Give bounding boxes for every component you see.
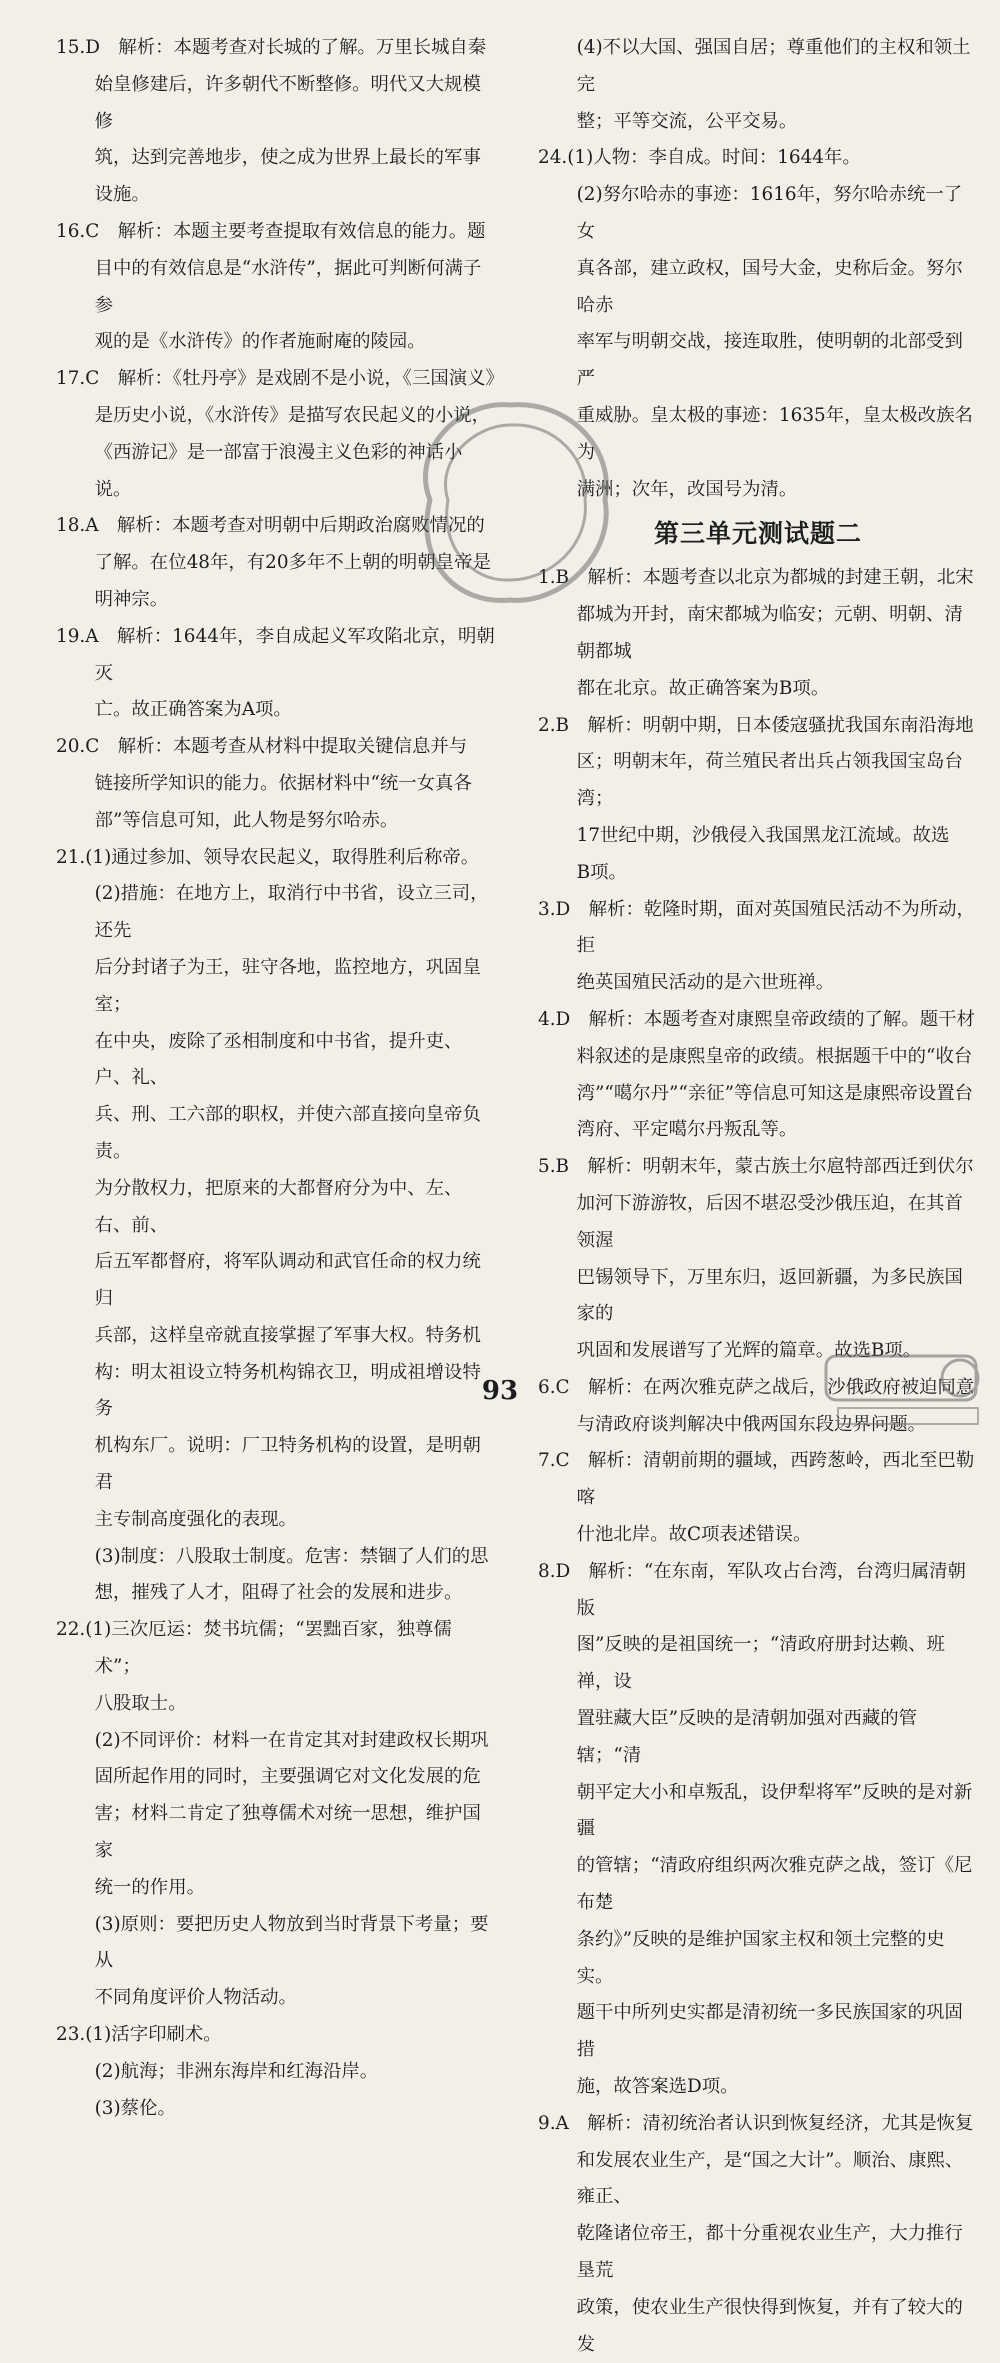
answer-line: 后分封诸子为王，驻守各地，监控地方，巩固皇室； bbox=[94, 956, 481, 1015]
answer-line: 巴锡领导下，万里东归，返回新疆，为多民族国家的 bbox=[576, 1266, 963, 1325]
answer-line: (2)努尔哈赤的事迹：1616年，努尔哈赤统一了女 bbox=[576, 184, 963, 242]
answer-line: 为分散权力，把原来的大都督府分为中、左、右、前、 bbox=[94, 1177, 463, 1236]
answer-line: 政策，使农业生产很快得到恢复，并有了较大的发 bbox=[576, 2296, 963, 2355]
answer-line: 17世纪中期，沙俄侵入我国黑龙江流域。故选 bbox=[576, 824, 950, 846]
right-bottom-entries bbox=[538, 560, 978, 2363]
answer-line: 主专制高度强化的表现。 bbox=[94, 1508, 297, 1530]
answer-line: 《西游记》是一部富于浪漫主义色彩的神话小说。 bbox=[94, 441, 463, 500]
answer-line: (2)航海；非洲东海岸和红海沿岸。 bbox=[94, 2060, 379, 2082]
answer-line: 17.C 解析：《牡丹亭》是戏剧不是小说，《三国演义》 bbox=[56, 368, 504, 390]
answer-line: 部”等信息可知，此人物是努尔哈赤。 bbox=[94, 809, 399, 831]
page-number: 93 bbox=[481, 1376, 519, 1406]
answer-entry bbox=[56, 1539, 496, 1613]
answer-line: 明神宗。 bbox=[94, 588, 169, 610]
answer-line: 3.D 解析：乾隆时期，面对英国殖民活动不为所动，拒 bbox=[538, 898, 975, 957]
answer-line: 4.D 解析：本题考查对康熙皇帝政绩的了解。题干材 bbox=[538, 1008, 975, 1030]
answer-line: 加河下游游牧，后因不堪忍受沙俄压迫，在其首领渥 bbox=[576, 1192, 963, 1251]
answer-line: 后五军都督府，将军队调动和武官任命的权力统归 bbox=[94, 1251, 481, 1310]
answer-line: 是历史小说，《水浒传》是描写农民起义的小说， bbox=[94, 404, 491, 426]
answer-line: 6.C 解析：在两次雅克萨之战后，沙俄政府被迫同意 bbox=[538, 1376, 975, 1398]
answer-line: 链接所学知识的能力。依据材料中“统一女真各 bbox=[94, 772, 472, 794]
answer-line: 兵、刑、工六部的职权，并使六部直接向皇帝负责。 bbox=[94, 1104, 481, 1162]
answer-line: 20.C 解析：本题考查从材料中提取关键信息并与 bbox=[56, 736, 468, 758]
right-column bbox=[538, 30, 978, 2363]
answer-line: 都在北京。故正确答案为B项。 bbox=[576, 677, 830, 699]
answer-line: 22.(1)三次厄运：焚书坑儒；“罢黜百家，独尊儒术”； bbox=[56, 1619, 452, 1678]
answer-line: 满洲；次年，改国号为清。 bbox=[576, 478, 798, 500]
answer-line: 施，故答案选D项。 bbox=[576, 2076, 739, 2098]
answer-entry bbox=[538, 1443, 978, 1553]
answer-line: 固所起作用的同时，主要强调它对文化发展的危 bbox=[94, 1766, 481, 1788]
answer-line: 兵部，这样皇帝就直接掌握了军事大权。特务机 bbox=[94, 1324, 481, 1346]
answer-entry bbox=[56, 2017, 496, 2054]
answer-line: 不同角度评价人物活动。 bbox=[94, 1987, 297, 2009]
answer-line: 19.A 解析：1644年，李自成起义军攻陷北京，明朝灭 bbox=[56, 625, 495, 684]
answer-line: 都城为开封，南宋都城为临安；元朝、明朝、清朝都城 bbox=[576, 604, 963, 662]
answer-line: 观的是《水浒传》的作者施耐庵的陵园。 bbox=[94, 331, 426, 353]
answer-line: 整；平等交流，公平交易。 bbox=[576, 110, 798, 132]
answer-entry bbox=[56, 2054, 496, 2091]
answer-entry bbox=[56, 840, 496, 877]
answer-line: 和发展农业生产，是“国之大计”。顺治、康熙、雍正、 bbox=[576, 2149, 964, 2208]
answer-line: 15.D 解析：本题考查对长城的了解。万里长城自秦 bbox=[56, 37, 487, 58]
answer-entry bbox=[538, 140, 978, 177]
answer-line: 湾府、平定噶尔丹叛乱等。 bbox=[576, 1119, 798, 1141]
answer-line: 条约》”反映的是维护国家主权和领土完整的史实。 bbox=[576, 1928, 945, 1987]
answer-entry bbox=[538, 2106, 978, 2363]
answer-line: (2)不同评价：材料一在肯定其对封建政权长期巩 bbox=[94, 1729, 489, 1751]
answer-line: 23.(1)活字印刷术。 bbox=[56, 2024, 222, 2046]
answer-line: 目中的有效信息是“水浒传”，据此可判断何满子参 bbox=[94, 257, 482, 316]
answer-entry bbox=[56, 508, 496, 618]
answer-entry bbox=[56, 1907, 496, 2017]
answer-entry bbox=[538, 892, 978, 1002]
answer-entry bbox=[56, 1723, 496, 1907]
answer-line: (2)措施：在地方上，取消行中书省，设立三司，还先 bbox=[94, 883, 489, 942]
answer-entry bbox=[538, 708, 978, 892]
answer-line: 机构东厂。说明：厂卫特务机构的设置，是明朝君 bbox=[94, 1435, 481, 1494]
answer-line: 置驻藏大臣”反映的是清朝加强对西藏的管辖；“清 bbox=[576, 1708, 918, 1766]
answer-line: 与清政府谈判解决中俄两国东段边界问题。 bbox=[576, 1413, 927, 1435]
answer-entry bbox=[56, 2091, 496, 2128]
answer-entry bbox=[56, 214, 496, 361]
answer-line: 16.C 解析：本题主要考查提取有效信息的能力。题 bbox=[56, 220, 486, 242]
answer-line: 乾隆诸位帝王，都十分重视农业生产，大力推行垦荒 bbox=[576, 2223, 963, 2282]
answer-line: 的管辖；“清政府组织两次雅克萨之战，签订《尼布楚 bbox=[576, 1855, 973, 1914]
answer-line: 害；材料二肯定了独尊儒术对统一思想，维护国家 bbox=[94, 1803, 481, 1862]
answer-line: 统一的作用。 bbox=[94, 1876, 205, 1898]
answer-entry bbox=[538, 1149, 978, 1370]
answer-line: 图”反映的是祖国统一；“清政府册封达赖、班禅，设 bbox=[576, 1634, 945, 1693]
answer-entry bbox=[56, 361, 504, 508]
answer-line: 2.B 解析：明朝中期，日本倭寇骚扰我国东南沿海地 bbox=[538, 714, 974, 736]
answer-line: 八股取士。 bbox=[94, 1692, 187, 1714]
answer-line: 湾”“噶尔丹”“亲征”等信息可知这是康熙帝设置台 bbox=[576, 1082, 974, 1104]
answer-line: 想，摧残了人才，阻碍了社会的发展和进步。 bbox=[94, 1582, 463, 1604]
answer-line: 什池北岸。故C项表述错误。 bbox=[576, 1524, 812, 1546]
answer-line: 亡。故正确答案为A项。 bbox=[94, 699, 292, 721]
answer-line: (3)蔡伦。 bbox=[94, 2097, 176, 2119]
answer-entry bbox=[56, 619, 496, 729]
answer-line: 绝英国殖民活动的是六世班禅。 bbox=[576, 972, 835, 994]
answer-entry bbox=[56, 1612, 496, 1722]
answer-line: 24.(1)人物：李自成。时间：1644年。 bbox=[538, 147, 861, 169]
answer-entry bbox=[538, 30, 978, 140]
answer-line: 1.B 解析：本题考查以北京为都城的封建王朝，北宋 bbox=[538, 567, 974, 589]
answer-line: (3)制度：八股取士制度。危害：禁锢了人们的思 bbox=[94, 1545, 489, 1567]
answer-entry bbox=[56, 876, 496, 1538]
answer-line: 7.C 解析：清朝前期的疆域，西跨葱岭，西北至巴勒喀 bbox=[538, 1450, 975, 1509]
answer-line: 在中央，废除了丞相制度和中书省，提升吏、户、礼、 bbox=[94, 1030, 463, 1089]
answer-line: 21.(1)通过参加、领导农民起义，取得胜利后称帝。 bbox=[56, 846, 480, 868]
answer-entry bbox=[56, 30, 496, 214]
answer-line: 18.A 解析：本题考查对明朝中后期政治腐败情况的 bbox=[56, 515, 485, 537]
answer-line: 构：明太祖设立特务机构锦衣卫，明成祖增设特务 bbox=[94, 1361, 481, 1420]
answer-line: (3)原则：要把历史人物放到当时背景下考量；要从 bbox=[94, 1913, 489, 1972]
right-top-entries bbox=[538, 30, 978, 508]
answer-line: 率军与明朝交战，接连取胜，使明朝的北部受到严 bbox=[576, 331, 963, 390]
section-title: 第三单元测试题二 bbox=[653, 519, 862, 549]
answer-entry bbox=[538, 1002, 978, 1149]
answer-line: 重威胁。皇太极的事迹：1635年，皇太极改族名为 bbox=[576, 404, 973, 463]
answer-line: 5.B 解析：明朝末年，蒙古族土尔扈特部西迁到伏尔 bbox=[538, 1156, 974, 1178]
answer-line: 题干中所列史实都是清初统一多民族国家的巩固措 bbox=[576, 2002, 963, 2061]
answer-line: 巩固和发展谱写了光辉的篇章。故选B项。 bbox=[576, 1340, 922, 1362]
answer-entry bbox=[56, 729, 496, 839]
answer-line: 真各部，建立政权，国号大金，史称后金。努尔哈赤 bbox=[576, 257, 963, 316]
answer-line: 始皇修建后，许多朝代不断整修。明代又大规模修 bbox=[94, 73, 481, 132]
answer-line: (4)不以大国、强国自居；尊重他们的主权和领土完 bbox=[576, 37, 971, 95]
answer-line: 设施。 bbox=[94, 184, 150, 206]
answer-line: 朝平定大小和卓叛乱，设伊犁将军”反映的是对新疆 bbox=[576, 1781, 973, 1840]
answer-line: 料叙述的是康熙皇帝的政绩。根据题干中的“收台 bbox=[576, 1045, 973, 1067]
answer-line: B项。 bbox=[576, 861, 627, 883]
answer-line: 区；明朝末年，荷兰殖民者出兵占领我国宝岛台湾； bbox=[576, 751, 963, 810]
answer-line: 8.D 解析：“在东南，军队攻占台湾，台湾归属清朝版 bbox=[538, 1560, 966, 1619]
answer-line: 了解。在位48年，有20多年不上朝的明朝皇帝是 bbox=[94, 552, 491, 574]
answer-line: 9.A 解析：清初统治者认识到恢复经济，尤其是恢复 bbox=[538, 2112, 974, 2134]
answer-entry bbox=[538, 560, 978, 707]
answer-entry bbox=[538, 177, 978, 508]
answer-line: 筑，达到完善地步，使之成为世界上最长的军事 bbox=[94, 147, 481, 169]
answer-entry bbox=[538, 1554, 978, 2106]
